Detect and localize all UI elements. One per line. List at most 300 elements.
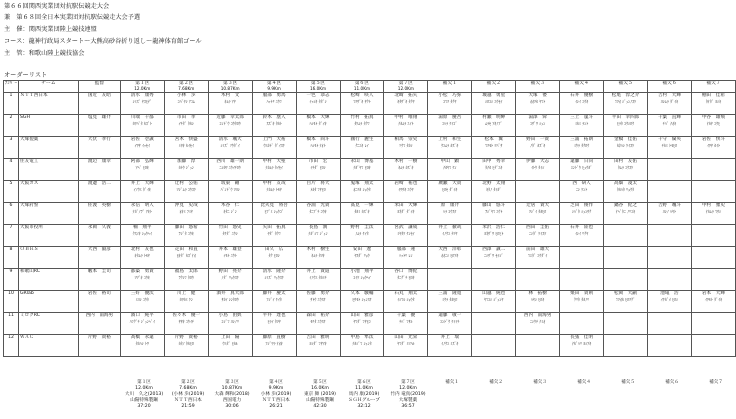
runner-kana: ｲﾉｳｴ ﾐｽﾞｷ [441, 340, 459, 346]
runner-kana: ﾋﾗｲ ﾀﾂﾔ [267, 318, 281, 324]
footer-section: 第４区 [269, 380, 283, 385]
section-name: 第４区 [266, 81, 282, 86]
runner-name: 福島 太郎 [174, 269, 198, 274]
team-number: 5 [4, 181, 19, 203]
runner-cell [252, 225, 296, 247]
runner-cell [296, 313, 340, 335]
runner-name: 大塚 倭 [528, 93, 547, 98]
runner-cell [516, 159, 560, 181]
runner-kana: ﾁﾊﾞ ﾅｵｷ [662, 120, 677, 126]
runner-name: 平田 幸四郎 [611, 115, 640, 120]
runner-name: 木村 一樹 [394, 159, 418, 164]
runner-name: 井本 雄登 [218, 247, 242, 252]
runner-cell [604, 93, 648, 115]
runner-cell [120, 313, 164, 335]
runner-cell [691, 181, 735, 203]
runner-cell [208, 93, 252, 115]
footer-section: 補欠２ [489, 380, 503, 385]
runner-kana: ｻﾄｳ ﾕｳｽｹ [310, 296, 326, 302]
runner-cell [428, 93, 472, 115]
runner-cell [560, 115, 604, 137]
runner-kana: ﾖﾈｻﾞﾜ ﾋﾛﾋﾄ [484, 230, 504, 236]
runner-name: 三好 優汰 [130, 291, 154, 296]
runner-cell [208, 313, 252, 335]
runner-cell [252, 181, 296, 203]
runner-kana: ｻｶｲ ｼﾝﾀﾛｳ [221, 296, 239, 302]
runner-kana: ﾅｶﾑﾗ ﾏｻｼ [705, 208, 722, 214]
table-row [4, 115, 736, 137]
runner-kana: ﾀﾅｶ ﾋﾃﾞﾕｷ [485, 164, 503, 170]
runner-cell [428, 269, 472, 291]
footer-record-holder: 竹内 竜真(2019) [390, 392, 426, 397]
runner-kana: ｵﾆﾂｶ ｼｮｳﾀ [353, 186, 371, 192]
team-number: 8 [4, 247, 19, 269]
runner-kana: ﾊｯﾄﾘ ﾚﾝ [399, 252, 413, 258]
event-subtitle: 兼 第６８回全日本実業団対抗駅伝競走大会予選 [4, 14, 141, 21]
runner-kana: ﾉﾑﾗ ｹｲﾀ [355, 230, 369, 236]
table-row [4, 269, 736, 291]
footer-record-time: 36:57 [401, 404, 415, 409]
col-header-section [164, 81, 208, 93]
section-distance: 10.87Km [220, 86, 240, 92]
runner-cell [560, 291, 604, 313]
runner-name: 近藤 幸太郎 [216, 115, 244, 120]
runner-name: 岩佐 快斗 [701, 137, 725, 142]
runner-kana: ﾌｼﾞﾀ ﾕｳｷ [178, 230, 194, 236]
runner-cell [252, 93, 296, 115]
team-name: 大塚製薬 [19, 137, 79, 159]
runner-kana: ﾀｶﾊｼ ﾄﾜ [135, 340, 149, 346]
manager-org: 主 管：和歌山陸上競技協会 [4, 50, 85, 57]
runner-cell [428, 137, 472, 159]
runner-kana: ｲﾄｳ ﾀｲｼ [531, 164, 545, 170]
table-header-row [4, 81, 736, 93]
runner-name: 清水 康秀 [130, 93, 154, 98]
runner-cell [647, 313, 691, 335]
runner-kana: ｳｴｶﾄﾞ ﾀﾞｲｽｹ [263, 142, 285, 148]
runner-cell [384, 225, 428, 247]
team-name: 大塚府警 [19, 203, 79, 225]
runner-cell [472, 247, 516, 269]
runner-name: 沖見 史哉 [174, 203, 198, 208]
runner-kana: ｷﾑﾗ ﾀﾂｷ [311, 252, 325, 258]
team-name: GRlab [19, 291, 79, 313]
runner-kana: ﾖｼﾑﾗ ﾀﾞｲｷ [660, 98, 679, 104]
runner-kana: ﾆｼﾀﾞ ｹｲｽｹ [529, 230, 547, 236]
runner-name: 藤井 慶太 [262, 291, 286, 296]
runner-name: 吉田 雅明 [306, 335, 330, 340]
runner-name: 野田 一貴 [526, 137, 550, 142]
runner-kana: ｺﾝﾄﾞｳ ｺｳﾀﾛｳ [219, 120, 241, 126]
runner-cell [340, 291, 384, 313]
runner-name: 川端 千都 [130, 115, 154, 120]
runner-kana: ﾅｶﾞｼﾏ ｼﾞｭﾝ [308, 230, 328, 236]
section-name: 第２区 [179, 81, 194, 86]
runner-cell [516, 335, 560, 357]
runner-kana: ﾅｶﾞﾉﾌﾞ ｱｷﾄ [132, 208, 152, 214]
footer-distance: 10.87Km [221, 386, 243, 391]
table-row [4, 159, 736, 181]
runner-name: 橋本 尚斗 [306, 137, 330, 142]
runner-kana: ｷﾀﾆ ｼﾞﾝ [223, 208, 237, 214]
footer-record-time: 30:06 [225, 404, 239, 409]
runner-kana: ｺｼﾞﾏ ﾖｼﾉﾘ [221, 318, 239, 324]
runner-name: 上田 陽 [220, 335, 240, 340]
runner-name: 西内 南海男 [523, 313, 552, 318]
runner-name: 鬼塚 翔太 [350, 181, 374, 186]
runner-kana [605, 253, 646, 259]
footer-distance: 9.9Km [268, 386, 284, 391]
runner-kana: ﾆｼｳﾁ ﾅﾐｵ [530, 318, 546, 324]
coach-name: 岩佐 裕司 [78, 291, 120, 313]
runner-name: 加藤 淳 [177, 159, 196, 164]
coach-name: 渡辺 康幸 [78, 159, 120, 181]
runner-kana [473, 341, 514, 347]
runner-cell [384, 115, 428, 137]
runner-name: 岩佐 壱誠 [130, 137, 154, 142]
footer-record-team: ＳＧＨグループ [348, 398, 380, 403]
section-name: 補欠３ [530, 81, 545, 86]
runner-cell [164, 159, 208, 181]
runner-kana [605, 231, 646, 237]
runner-name: 藤田 悠希 [174, 225, 198, 230]
footer-section: 補欠４ [577, 380, 591, 385]
runner-name: 阿部 弘輝 [130, 159, 154, 164]
runner-kana: ｵｵﾂｶ ﾔﾏﾄ [530, 98, 546, 104]
runner-cell [340, 137, 384, 159]
runner-cell [164, 203, 208, 225]
runner-kana: ﾅﾍﾞﾀﾆ ﾉﾘﾕｷ [615, 208, 636, 214]
runner-kana: ﾌｼﾞﾔﾏ ﾕｳﾄ [485, 208, 503, 214]
runner-name: 松本 翼 [484, 137, 503, 142]
section-distance: 11.0Km [353, 86, 371, 92]
runner-cell [647, 137, 691, 159]
order-table [3, 80, 736, 357]
team-name: ＷＡＣ [19, 335, 79, 357]
runner-name: 石井 優樹 [570, 93, 594, 98]
runner-cell [384, 335, 428, 357]
runner-cell [560, 247, 604, 269]
runner-name: 石井 陸也 [570, 225, 594, 230]
runner-cell [516, 225, 560, 247]
runner-kana [693, 231, 734, 237]
runner-name: 高畑 凌太 [614, 181, 637, 186]
runner-name: 松尾 淳之介 [611, 93, 640, 98]
runner-name: 目片 将大 [306, 181, 330, 186]
runner-cell [691, 269, 735, 291]
runner-kana: ﾏﾂﾓﾄ ﾂﾊﾞｻ [485, 142, 503, 148]
runner-kana: ｶﾀﾉ ﾀｶﾋﾛ [178, 340, 194, 346]
runner-kana: ｱﾍﾞ ﾋﾛｷ [135, 164, 149, 170]
team-number: 3 [4, 137, 19, 159]
runner-cell [691, 159, 735, 181]
runner-name: 疋田 和直 [174, 247, 198, 252]
runner-name: 國行 麗生 [350, 137, 374, 142]
team-name: 大阪ガス [19, 181, 79, 203]
runner-name: 鈴木 塁人 [262, 115, 286, 120]
runner-cell [428, 225, 472, 247]
runner-cell [472, 181, 516, 203]
runner-cell [164, 225, 208, 247]
runner-name: 上門 大祐 [262, 137, 286, 142]
footer-record-time: 42:30 [313, 404, 327, 409]
coach-name: 西内 南海男 [78, 313, 120, 335]
footer-record-time: 26:21 [269, 404, 283, 409]
runner-cell [340, 159, 384, 181]
runner-kana: ﾀｶﾐ ｶｽﾞｷ [354, 208, 370, 214]
table-row [4, 247, 736, 269]
runner-kana [429, 275, 470, 281]
runner-kana: ｶﾜｶﾐ ｹﾝ [179, 296, 193, 302]
runner-kana [693, 253, 734, 259]
runner-kana: ﾔﾀﾞ ﾀｸﾏ [267, 230, 281, 236]
col-header-section [647, 81, 691, 93]
runner-kana: ﾀﾑﾗ ﾕｳｽｹ [617, 164, 634, 170]
coach-name: 片野 貴裕 [78, 335, 120, 357]
runner-name: 竹村 拓真 [350, 115, 374, 120]
runner-cell [340, 269, 384, 291]
runner-cell [560, 225, 604, 247]
team-name: 大阪市役所 [19, 225, 79, 247]
runner-kana: ﾉﾀﾞ ﾘｮｳｽｹ [221, 274, 239, 280]
footer-record-time: 32:12 [357, 404, 371, 409]
section-distance: 16.0Km [309, 86, 327, 92]
runner-name: 長島 潤 [308, 225, 328, 230]
runner-kana: ﾋﾗﾀ ｺｳｼﾛｳ [616, 120, 635, 126]
runner-kana: ｲｯｼｷ ﾀﾀﾞｼ [309, 98, 327, 104]
runner-cell [647, 115, 691, 137]
runner-cell [296, 137, 340, 159]
runner-name: 谷口 博紀 [394, 269, 418, 274]
runner-name: 棚田 佳希 [701, 93, 725, 98]
runner-name: 片野 貴裕 [174, 335, 198, 340]
coach-name: 永岡 久義 [78, 225, 120, 247]
section-name: 補欠２ [486, 81, 501, 86]
runner-kana: ﾐﾔﾀｹ ｹﾝｾｲ [397, 230, 415, 236]
runner-name: 三上 嵐斗 [570, 115, 594, 120]
runner-name: 北村 友也 [130, 247, 154, 252]
section-name: 第１区 [135, 81, 150, 86]
runner-kana: ﾏｴﾀﾞ ﾕｳﾀﾞｲ [528, 252, 548, 258]
runner-kana [693, 341, 734, 347]
runner-cell [208, 291, 252, 313]
runner-kana: ﾏﾂｵｶ ﾋﾛﾂｸﾞ [615, 296, 636, 302]
runner-cell [208, 203, 252, 225]
runner-kana: ｸｽﾉｷ ｼｮｳﾍｲ [132, 230, 152, 236]
coach-name: 佐渡 英樹 [78, 203, 120, 225]
footer-record-holder: 東京 舞 (2019) [304, 392, 336, 397]
runner-kana: ﾋｻﾓﾄ ｼｭﾝｽｹ [352, 296, 372, 302]
runner-kana [517, 341, 558, 347]
runner-cell [472, 159, 516, 181]
runner-name: 三浦 隆寛 [438, 291, 462, 296]
runner-name: 長張 佳明 [570, 335, 594, 340]
runner-cell [472, 335, 516, 357]
table-row [4, 181, 736, 203]
runner-cell [472, 137, 516, 159]
section-distance: 7.68Km [178, 86, 195, 92]
runner-cell [252, 313, 296, 335]
col-header-section [691, 81, 735, 93]
team-number: 4 [4, 159, 19, 181]
runner-kana: ﾖｼﾉ ﾊﾔﾄ [662, 208, 677, 214]
runner-kana: ｲｹｶﾞﾒ ﾋﾛｼ [660, 296, 679, 302]
runner-kana [561, 253, 602, 259]
runner-cell [604, 291, 648, 313]
team-number: 7 [4, 225, 19, 247]
runner-cell [208, 247, 252, 269]
runner-name: 佐藤 勇介 [306, 291, 330, 296]
runner-cell [472, 115, 516, 137]
runner-cell [516, 203, 560, 225]
course: コース：龍神行政局スタート〜大熊高砂谷折り返し〜龍神体育館ゴール [4, 38, 202, 45]
section-distance: 9.9Km [267, 86, 281, 92]
runner-name: 比夫見 将吾 [260, 203, 288, 208]
runner-cell [120, 137, 164, 159]
coach-name: 渡邊 浩二 [78, 181, 120, 203]
runner-kana [473, 319, 514, 325]
runner-name: 辻村 公佑 [174, 181, 198, 186]
runner-cell [472, 93, 516, 115]
runner-kana: ﾊﾞﾝﾄﾞｳ ﾂﾖｼ [220, 186, 240, 192]
runner-name: 栗田 貴則 [570, 291, 594, 296]
runner-kana: ﾂｼﾞﾑﾗ ｺｳｽｹ [176, 186, 196, 192]
runner-name: 木村 文 [220, 93, 240, 98]
team-name: ＮＴＴ西日本 [19, 93, 79, 115]
runner-cell [516, 269, 560, 291]
runner-name: 森田 祐介 [306, 313, 330, 318]
section-distance: 12.0Km [134, 86, 151, 92]
runner-cell [120, 181, 164, 203]
runner-name: 三浦 拓朗 [570, 137, 594, 142]
runner-cell [428, 181, 472, 203]
runner-kana: ｲﾉｳｴ ﾀｶﾐﾁ [309, 274, 327, 280]
runner-name: 野村 圭汰 [350, 225, 374, 230]
runner-name: 中村 大聖 [262, 159, 286, 164]
table-row [4, 203, 736, 225]
runner-cell [120, 225, 164, 247]
runner-name: 北野 太翔 [482, 181, 506, 186]
runner-kana: ﾅｶﾞﾊﾘ ﾖｼｱｷ [571, 340, 592, 346]
runner-kana: ｲﾉｳｴ ﾀﾞｲｷ [133, 186, 151, 192]
runner-cell [647, 181, 691, 203]
runner-cell [472, 225, 516, 247]
runner-cell [691, 203, 735, 225]
footer-section: 補欠５ [621, 380, 635, 385]
runner-kana: ﾊﾏｸﾞﾁ ｼﾞｭﾝﾍﾟｲ [129, 318, 155, 324]
runner-kana: ｷﾀﾉ ﾀｲｶﾞ [486, 186, 502, 192]
runner-cell [296, 247, 340, 269]
runner-name: 北﨑 拓矢 [394, 93, 418, 98]
team-number: 11 [4, 313, 19, 335]
runner-kana: ﾒｶﾀ ﾏｻﾋﾛ [310, 186, 326, 192]
coach-name: 大伏 孝行 [78, 137, 120, 159]
runner-cell [560, 181, 604, 203]
runner-name: 永山 博基 [350, 159, 374, 164]
runner-kana: ﾁﾊﾞ ﾏｻﾙ [399, 318, 413, 324]
coach-name: 塩見 雄介 [78, 115, 120, 137]
runner-name: 橋本 大輝 [306, 115, 330, 120]
footer-section: 第６区 [357, 380, 371, 385]
runner-cell [296, 203, 340, 225]
runner-name: 前田 雄大 [526, 247, 550, 252]
runner-kana: ﾔｽﾀﾞ ﾘｮｳ [354, 252, 370, 258]
footer-distance: 12.0Km [135, 386, 153, 391]
runner-kana: ｵｵﾆｼ ﾋﾛｱｷ [441, 252, 459, 258]
runner-kana: ﾀｸ ﾋﾛｼ [268, 252, 280, 258]
runner-cell [384, 93, 428, 115]
runner-kana [649, 319, 690, 325]
footer-section: 補欠３ [533, 380, 547, 385]
runner-cell [252, 203, 296, 225]
runner-name: 上村 和生 [438, 137, 462, 142]
runner-kana: ｷﾀｻﾞｷ ﾀｸﾔ [397, 98, 415, 104]
footer-record-holder: (小林 歩(2019) [171, 392, 205, 397]
runner-cell [472, 291, 516, 313]
runner-name: 廣瀬 大貴 [438, 181, 462, 186]
runner-name: 辻居 貴大 [526, 203, 550, 208]
runner-cell [516, 137, 560, 159]
runner-kana: ｲﾁﾀﾞ ﾋﾛｼ [310, 164, 326, 170]
table-row [4, 291, 736, 313]
runner-kana [693, 165, 734, 171]
runner-name: 中村 雅史 [701, 203, 725, 208]
runner-name: 井上 大輝 [130, 181, 154, 186]
runner-name: 西川 雄一朗 [216, 159, 244, 164]
runner-name: 清水 颯大 [218, 137, 242, 142]
runner-kana: ﾉﾀﾞ ｶｽﾞｷ [530, 142, 546, 148]
table-row [4, 313, 736, 335]
runner-kana: ﾀｹﾑﾗ ﾀｸﾏ [354, 120, 370, 126]
table-row [4, 335, 736, 357]
footer-record-time: 37:20 [137, 404, 151, 409]
runner-name: 千守 倫央 [657, 137, 681, 142]
runner-name: 中谷 雄飛 [701, 115, 725, 120]
table-row [4, 93, 736, 115]
team-number: 1 [4, 93, 19, 115]
runner-kana: ﾌｼﾞﾜﾗ ﾅｵｷ [265, 340, 283, 346]
runner-cell [208, 269, 252, 291]
footer-section: 第５区 [313, 380, 327, 385]
section-distance: 12.0Km [397, 86, 414, 92]
runner-cell [208, 335, 252, 357]
runner-cell [296, 335, 340, 357]
runner-kana [693, 319, 734, 325]
runner-kana: ﾊｼﾓﾄ ﾅｵﾄ [310, 142, 326, 148]
runner-cell [120, 159, 164, 181]
team-number: 12 [4, 335, 19, 357]
runner-cell [384, 247, 428, 269]
runner-cell [164, 269, 208, 291]
team-name: 住友電工 [19, 159, 79, 181]
runner-kana: ｼﾛｺｼ ﾕｳｾｲ [485, 98, 503, 104]
runner-kana: ﾔﾏｺｼ ｼﾞｭﾝﾔ [484, 296, 504, 302]
runner-kana: ﾂﾂﾞｷ ﾕｳｷ [134, 274, 150, 280]
runner-kana: ｻｻｷ ﾕｳｲﾁ [178, 318, 194, 324]
runner-cell [384, 181, 428, 203]
runner-cell [691, 313, 735, 335]
runner-name: 高橋 永遠 [130, 335, 154, 340]
footer-record-holder: 大森 輝和(2018) [214, 392, 250, 397]
runner-name: 城越 勇星 [482, 93, 506, 98]
runner-kana: ｲﾓﾄ ﾕｳﾄ [223, 252, 237, 258]
runner-cell [340, 93, 384, 115]
runner-name: 中島 隼汰 [350, 335, 374, 340]
runner-kana: ｷﾑﾗ ｱﾔ [224, 98, 236, 104]
runner-kana: ｶﾈﾊｼ ｹｲｽｹ [616, 142, 635, 148]
runner-cell [560, 159, 604, 181]
event-title: 第６６回関西実業団対抗駅伝競走大会 [4, 3, 110, 10]
